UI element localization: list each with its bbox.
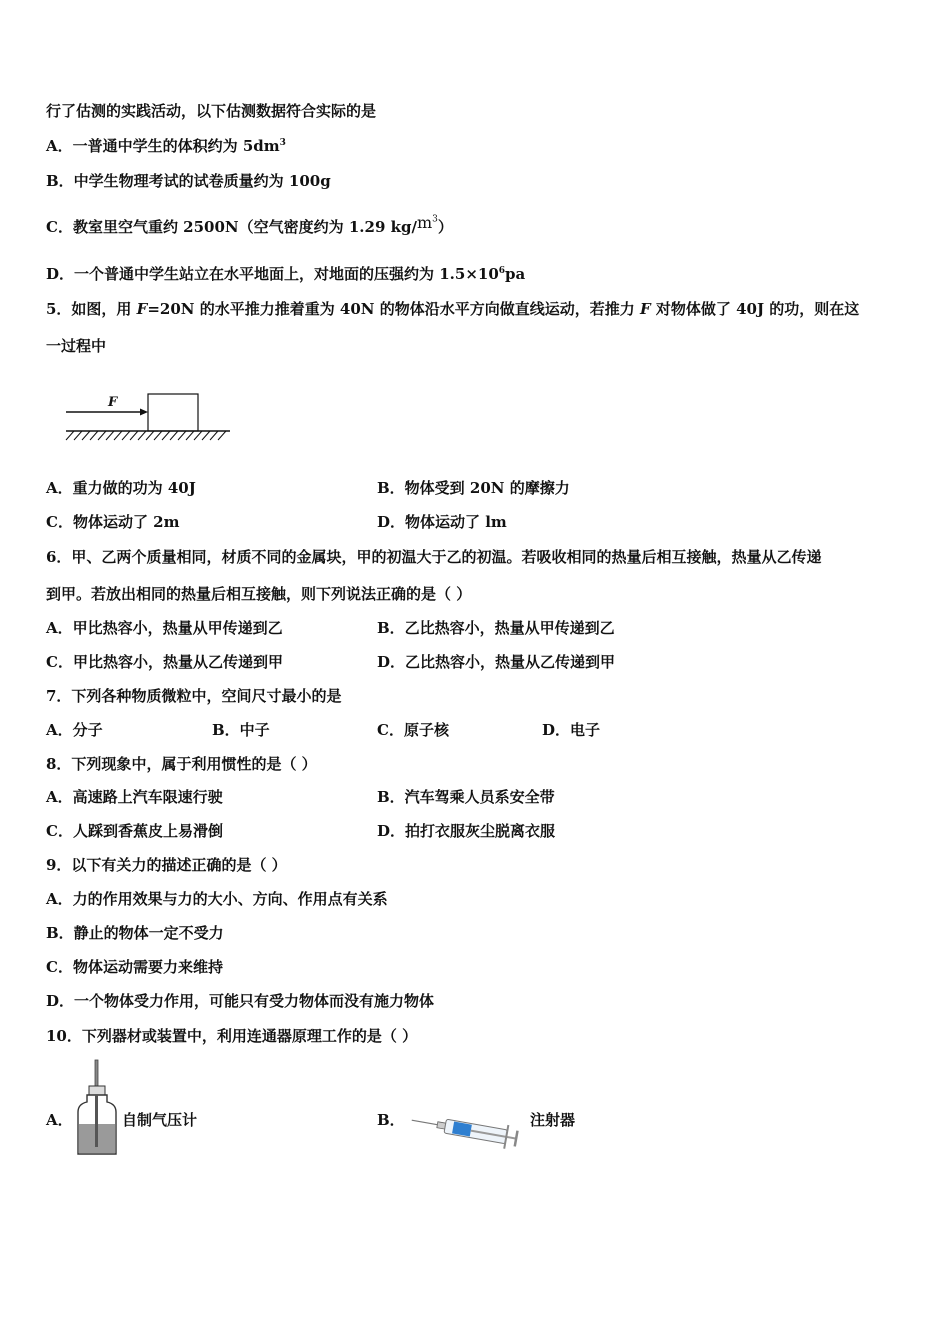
q6-stem-line2: 到甲。若放出相同的热量后相互接触，则下列说法正确的是（ ） <box>46 585 472 603</box>
block <box>148 394 198 431</box>
q4-option-a-sup: 3 <box>279 138 286 148</box>
barometer-bottle-figure <box>74 1058 122 1160</box>
q7-stem: 7．下列各种物质微粒中，空间尺寸最小的是 <box>46 687 342 705</box>
q4-stem-tail: 行了估测的实践活动，以下估测数据符合实际的是 <box>46 102 377 120</box>
q6-option-b: B．乙比热容小，热量从甲传递到乙 <box>377 619 615 637</box>
q5-option-a: A．重力做的功为 40J <box>46 479 196 497</box>
ground-hatching <box>66 431 226 440</box>
q7-option-b: B．中子 <box>212 721 270 739</box>
q4-option-b: B．中学生物理考试的试卷质量约为 100g <box>46 172 331 190</box>
q6-option-d: D．乙比热容小，热量从乙传递到甲 <box>377 653 616 671</box>
q7-option-d: D．电子 <box>542 721 601 739</box>
q4-option-a <box>46 136 286 156</box>
q9-option-b: B．静止的物体一定不受力 <box>46 924 224 942</box>
q6-stem-line1: 6．甲、乙两个质量相同，材质不同的金属块，甲的初温大于乙的初温。若吸收相同的热量后相互接触，热量从乙传递 <box>46 548 822 566</box>
q8-option-d: D．拍打衣服灰尘脱离衣服 <box>377 822 556 840</box>
syringe-figure <box>408 1110 526 1160</box>
syringe-thumb-rest <box>515 1131 518 1147</box>
q4-option-c-text: C．教室里空气重约 2500N（空气密度约为 1.29 kg/ <box>46 218 417 236</box>
q7-option-a: A．分子 <box>46 721 103 739</box>
q4-option-d-sup: 6 <box>498 266 506 276</box>
q5-stem-part-b: =20N 的水平推力推着重为 40N 的物体沿水平方向做直线运动，若推力 <box>147 300 640 318</box>
bottle-stopper <box>89 1086 105 1095</box>
q9-option-c: C．物体运动需要力来维持 <box>46 958 223 976</box>
push-arrow-head <box>140 409 148 416</box>
q10-stem: 10．下列器材或装置中，利用连通器原理工作的是（ ） <box>46 1027 418 1045</box>
q4-option-c-suffix: ） <box>437 218 453 236</box>
q8-option-c: C．人踩到香蕉皮上易滑倒 <box>46 822 223 840</box>
q4-option-c-unit-sup: 3 <box>432 214 438 225</box>
syringe-needle <box>412 1120 438 1125</box>
q10-option-a-letter: A． <box>46 1111 73 1129</box>
q4-option-c-unit-m: m <box>416 213 433 232</box>
q8-stem: 8．下列现象中，属于利用惯性的是（ ） <box>46 755 317 773</box>
glass-tube-inner <box>95 1095 98 1147</box>
q5-stem-f2: F <box>639 300 651 318</box>
q8-option-a: A．高速路上汽车限速行驶 <box>46 788 223 806</box>
q9-stem: 9．以下有关力的描述正确的是（ ） <box>46 856 287 874</box>
q5-option-d: D．物体运动了 lm <box>377 513 507 531</box>
q10-option-a-caption: 自制气压计 <box>122 1111 198 1129</box>
q4-option-d <box>46 264 525 284</box>
q9-option-a: A．力的作用效果与力的大小、方向、作用点有关系 <box>46 890 388 908</box>
q9-option-d: D．一个物体受力作用，可能只有受力物体而没有施力物体 <box>46 992 435 1010</box>
q7-option-c: C．原子核 <box>377 721 449 739</box>
q4-option-c-unit <box>417 213 438 232</box>
force-label: F <box>108 395 118 410</box>
q5-option-c: C．物体运动了 2m <box>46 513 180 531</box>
q10-option-b-letter: B． <box>377 1111 405 1129</box>
q4-option-d-suffix: pa <box>505 265 526 283</box>
q5-stem-line2: 一过程中 <box>46 337 107 355</box>
q5-stem-line1 <box>46 299 859 319</box>
q8-option-b: B．汽车驾乘人员系安全带 <box>377 788 555 806</box>
q6-option-a: A．甲比热容小，热量从甲传递到乙 <box>46 619 283 637</box>
q5-stem-f1: F <box>136 300 148 318</box>
q4-option-c <box>46 213 453 237</box>
q5-push-figure <box>60 386 235 446</box>
q5-stem-part-c: 对物体做了 40J 的功，则在这 <box>650 300 860 318</box>
q6-option-c: C．甲比热容小，热量从乙传递到甲 <box>46 653 283 671</box>
q4-option-d-text: D．一个普通中学生站立在水平地面上，对地面的压强约为 1.5×10 <box>46 265 499 283</box>
q10-option-b-caption: 注射器 <box>530 1111 576 1129</box>
q5-stem-part-a: 5．如图，用 <box>46 300 137 318</box>
q4-option-a-text: A．一普通中学生的体积约为 5dm <box>46 137 280 155</box>
q5-option-b: B．物体受到 20N 的摩擦力 <box>377 479 570 497</box>
